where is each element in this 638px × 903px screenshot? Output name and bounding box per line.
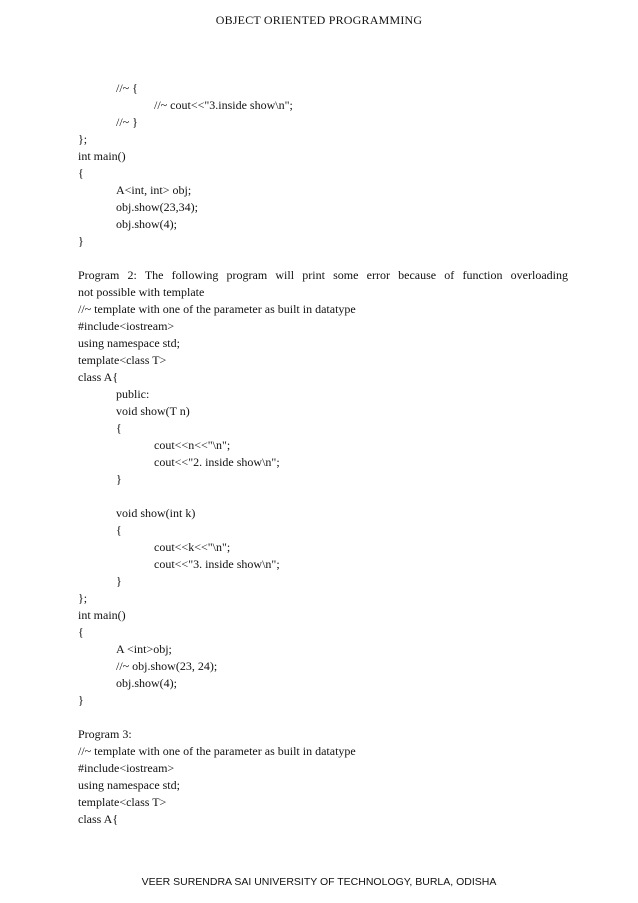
text-line: cout<<"2. inside show\n"; <box>154 455 280 469</box>
text-line: int main() <box>78 608 126 622</box>
text-line: obj.show(4); <box>116 676 177 690</box>
text-line: } <box>116 472 122 486</box>
text-line: template<class T> <box>78 353 167 367</box>
page-content <box>78 80 568 828</box>
text-line: //~ template with one of the parameter as built in datatype <box>78 744 356 758</box>
text-line: obj.show(4); <box>116 217 177 231</box>
text-line: //~ cout<<"3.inside show\n"; <box>154 98 293 112</box>
text-line: //~ obj.show(23, 24); <box>116 659 218 673</box>
text-line: //~ } <box>116 115 138 129</box>
text-line: template<class T> <box>78 795 167 809</box>
text-line: }; <box>78 132 88 146</box>
text-line: { <box>78 625 84 639</box>
text-line: { <box>116 421 122 435</box>
text-line: A<int, int> obj; <box>116 183 192 197</box>
text-line: cout<<k<<"\n"; <box>154 540 231 554</box>
blank-line <box>78 709 568 726</box>
text-line: }; <box>78 591 88 605</box>
text-line: void show(int k) <box>116 506 196 520</box>
text-line: class A{ <box>78 370 119 384</box>
text-line: void show(T n) <box>116 404 190 418</box>
text-line: public: <box>116 387 150 401</box>
text-line: cout<<n<<"\n"; <box>154 438 231 452</box>
text-line: } <box>78 234 84 248</box>
blank-line <box>78 250 568 267</box>
text-line: } <box>116 574 122 588</box>
text-line: } <box>78 693 84 707</box>
text-line: //~ { <box>116 81 138 95</box>
text-line: class A{ <box>78 812 119 826</box>
text-line: { <box>116 523 122 537</box>
text-line: #include<iostream> <box>78 761 175 775</box>
text-line: int main() <box>78 149 126 163</box>
text-line: A <int>obj; <box>116 642 172 656</box>
text-line: cout<<"3. inside show\n"; <box>154 557 280 571</box>
text-line: Program 2: The following program will print some error because of function overloading <box>78 268 568 282</box>
text-line: using namespace std; <box>78 336 180 350</box>
text-line: not possible with template <box>78 285 205 299</box>
text-line: //~ template with one of the parameter as built in datatype <box>78 302 356 316</box>
text-line: Program 3: <box>78 727 132 741</box>
text-line: using namespace std; <box>78 778 180 792</box>
text-line: obj.show(23,34); <box>116 200 198 214</box>
text-line: { <box>78 166 84 180</box>
blank-line <box>78 488 568 505</box>
page-footer: VEER SURENDRA SAI UNIVERSITY OF TECHNOLOGY, BURLA, ODISHA <box>141 876 497 888</box>
text-line: #include<iostream> <box>78 319 175 333</box>
page-header: OBJECT ORIENTED PROGRAMMING <box>215 13 423 27</box>
